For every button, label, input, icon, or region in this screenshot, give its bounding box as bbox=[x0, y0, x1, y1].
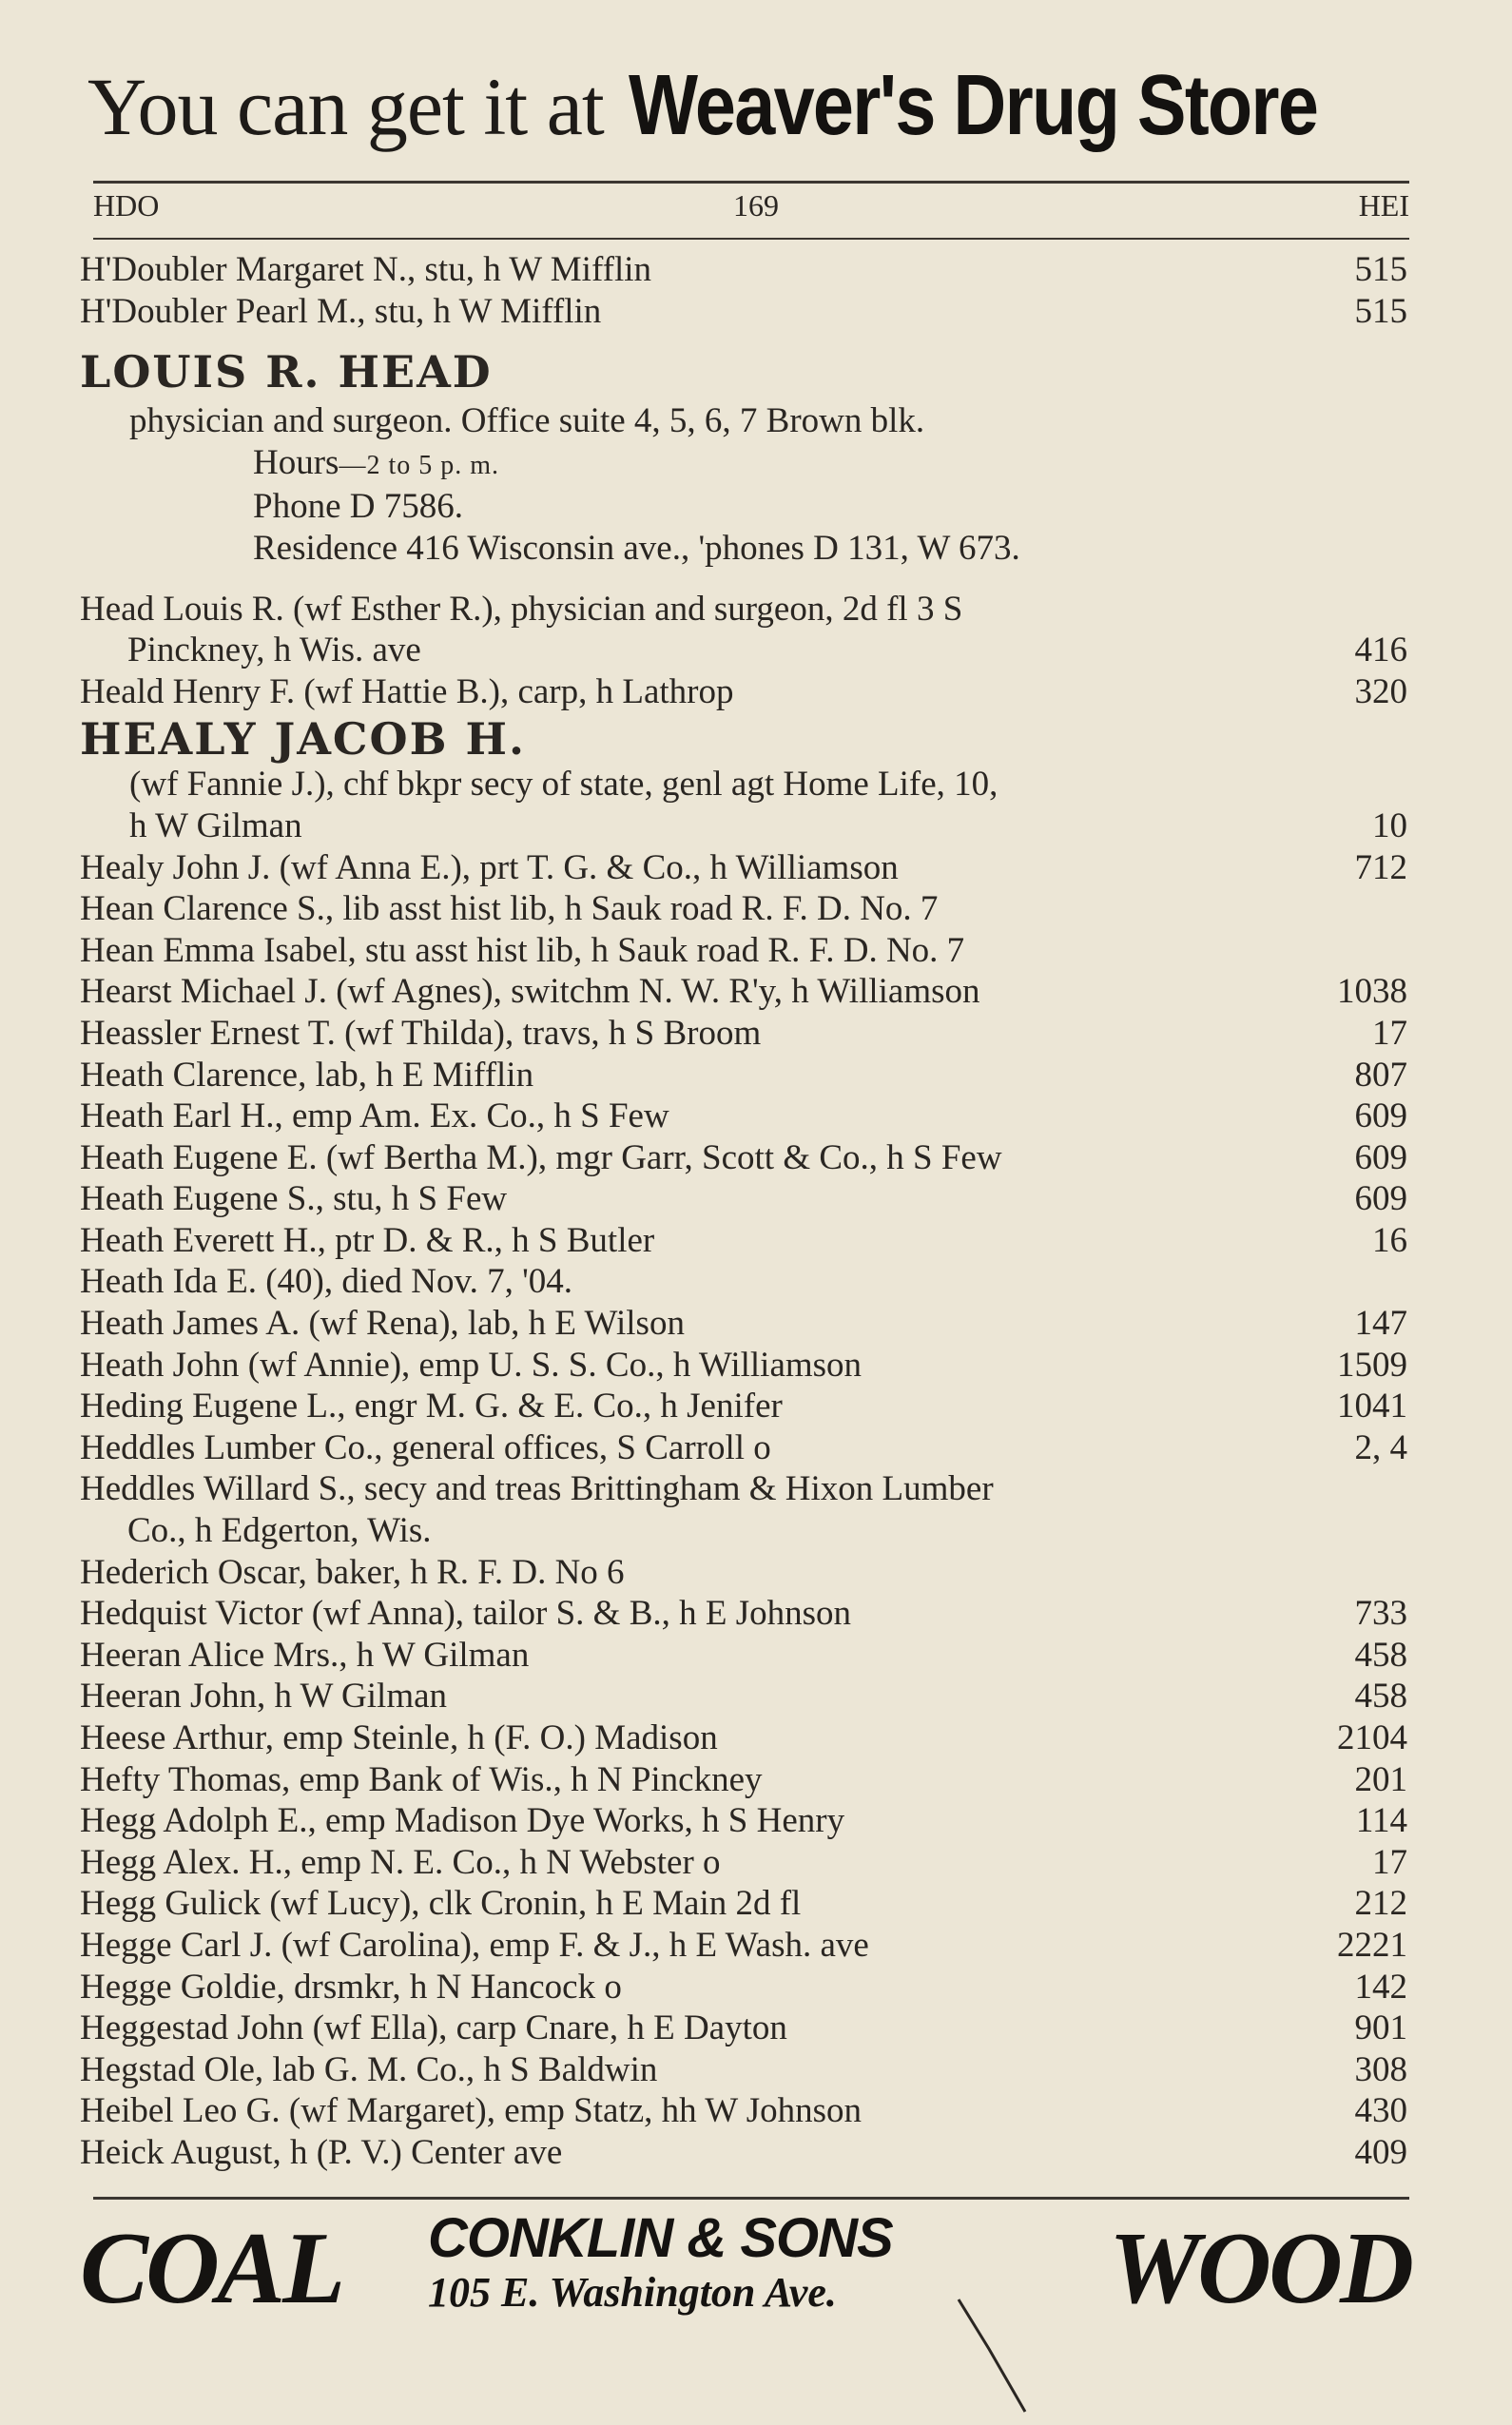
ad-lead-text: You can get it at bbox=[87, 61, 604, 152]
entry-number: 712 bbox=[1354, 847, 1407, 887]
healy-card bbox=[80, 764, 1411, 846]
entry-number: 458 bbox=[1354, 1677, 1407, 1717]
entry-number: 17 bbox=[1372, 1842, 1407, 1882]
list-item bbox=[80, 1552, 1411, 1594]
ad-company-address: 105 E. Washington Ave. bbox=[428, 2269, 837, 2316]
page-number: 169 bbox=[733, 188, 779, 223]
entry-number: 1038 bbox=[1337, 972, 1407, 1012]
entry-number: 320 bbox=[1354, 671, 1407, 711]
entry-number: 2, 4 bbox=[1354, 1427, 1407, 1467]
entry-text: Heath Everett H., ptr D. & R., h S Butler bbox=[80, 1220, 655, 1260]
entry-text: Hegge Carl J. (wf Carolina), emp F. & J., h E Wash. ave bbox=[80, 1925, 869, 1965]
entry-text: Hefty Thomas, emp Bank of Wis., h N Pinckney bbox=[80, 1759, 763, 1799]
list-item bbox=[80, 971, 1411, 1013]
list-item bbox=[80, 1593, 1411, 1635]
list-item bbox=[80, 1676, 1411, 1717]
list-item bbox=[80, 847, 1411, 889]
entry-number: 114 bbox=[1355, 1801, 1407, 1841]
entry-number: 609 bbox=[1354, 1096, 1407, 1136]
entry-number: 609 bbox=[1354, 1179, 1407, 1219]
list-item bbox=[80, 1013, 1411, 1055]
list-item bbox=[80, 1427, 1411, 1469]
list-item bbox=[80, 1717, 1411, 1759]
header-rule-top bbox=[93, 181, 1409, 184]
entry-text: Hean Clarence S., lib asst hist lib, h Sauk road R. F. D. No. 7 bbox=[80, 889, 939, 929]
list-item bbox=[80, 589, 1411, 671]
list-item bbox=[80, 1220, 1411, 1262]
list-item bbox=[80, 2008, 1411, 2049]
entry-text: Hearst Michael J. (wf Agnes), switchm N. W. R'y, h Williamson bbox=[80, 972, 980, 1012]
header-rule-bottom bbox=[93, 238, 1409, 240]
healy-card-name: HEALY JACOB H. bbox=[80, 713, 526, 766]
entry-text: Heath Clarence, lab, h E Mifflin bbox=[80, 1055, 534, 1095]
list-item bbox=[80, 1759, 1411, 1801]
entry-text: Healy John J. (wf Anna E.), prt T. G. & Co., h Williamson bbox=[80, 847, 899, 887]
list-item bbox=[80, 2132, 1411, 2174]
entry-number: 901 bbox=[1354, 2008, 1407, 2048]
entry-text: Heald Henry F. (wf Hattie B.), carp, h Lathrop bbox=[80, 671, 734, 711]
entry-text: Heggestad John (wf Ella), carp Cnare, h E Dayton bbox=[80, 2008, 787, 2048]
list-item bbox=[80, 1345, 1411, 1387]
ad-brand-name: Weaver's Drug Store bbox=[628, 58, 1317, 153]
entry-text: Heese Arthur, emp Steinle, h (F. O.) Madison bbox=[80, 1718, 718, 1757]
entry-text: Heath Eugene E. (wf Bertha M.), mgr Garr, Scott & Co., h S Few bbox=[80, 1137, 1002, 1177]
entry-number: 733 bbox=[1354, 1594, 1407, 1634]
entry-text: Hegg Gulick (wf Lucy), clk Cronin, h E Main 2d fl bbox=[80, 1884, 802, 1924]
entry-number: 430 bbox=[1354, 2091, 1407, 2131]
entry-text: Heding Eugene L., engr M. G. & E. Co., h Jenifer bbox=[80, 1387, 783, 1426]
entry-text: Heath Ida E. (40), died Nov. 7, '04. bbox=[80, 1262, 573, 1302]
entry-number: 308 bbox=[1354, 2049, 1407, 2089]
head-card-residence: Residence 416 Wisconsin ave., 'phones D 131, W 673. bbox=[253, 528, 1020, 568]
entry-text: Head Louis R. (wf Esther R.), physician and surgeon, 2d fl 3 S bbox=[80, 589, 963, 629]
hours-value: —2 to 5 p. m. bbox=[339, 450, 500, 480]
list-item bbox=[80, 291, 1411, 333]
entry-number: 1041 bbox=[1337, 1387, 1407, 1426]
entry-text: Heddles Willard S., secy and treas Brittingham & Hixon Lumber bbox=[80, 1469, 994, 1509]
list-item bbox=[80, 671, 1411, 713]
list-item bbox=[80, 1096, 1411, 1137]
entry-text: Hegg Alex. H., emp N. E. Co., h N Webster o bbox=[80, 1842, 721, 1882]
head-card bbox=[80, 400, 1411, 569]
hours-label: Hours bbox=[253, 442, 339, 482]
entry-text: Hedquist Victor (wf Anna), tailor S. & B., h E Johnson bbox=[80, 1594, 852, 1634]
list-item bbox=[80, 2049, 1411, 2091]
entry-text: Heath John (wf Annie), emp U. S. S. Co., h Williamson bbox=[80, 1345, 863, 1385]
list-item bbox=[80, 1137, 1411, 1179]
entry-text: Heath James A. (wf Rena), lab, h E Wilson bbox=[80, 1304, 685, 1344]
entry-number: 10 bbox=[1372, 805, 1407, 845]
list-item bbox=[80, 249, 1411, 291]
entry-text: (wf Fannie J.), chf bkpr secy of state, genl agt Home Life, 10, bbox=[129, 765, 998, 805]
entry-number: 212 bbox=[1354, 1884, 1407, 1924]
ad-company-name: CONKLIN & SONS bbox=[428, 2207, 893, 2269]
entry-number: 142 bbox=[1354, 1967, 1407, 2007]
list-item bbox=[80, 1842, 1411, 1884]
entry-number: 807 bbox=[1354, 1055, 1407, 1095]
entry-number: 147 bbox=[1354, 1304, 1407, 1344]
entry-number: 458 bbox=[1354, 1635, 1407, 1675]
head-card-name: LOUIS R. HEAD bbox=[80, 346, 493, 398]
ad-coal-text: COAL bbox=[80, 2212, 343, 2325]
bottom-advertisement bbox=[80, 2204, 1411, 2328]
list-item bbox=[80, 1925, 1411, 1967]
entry-text: Heeran John, h W Gilman bbox=[80, 1677, 448, 1717]
guide-word-left: HDO bbox=[93, 188, 160, 223]
entry-text: Hegg Adolph E., emp Madison Dye Works, h S Henry bbox=[80, 1801, 845, 1841]
footer-rule bbox=[93, 2197, 1409, 2200]
list-item bbox=[80, 1635, 1411, 1677]
entry-text: Heath Earl H., emp Am. Ex. Co., h S Few bbox=[80, 1096, 669, 1136]
entry-text: Hean Emma Isabel, stu asst hist lib, h Sauk road R. F. D. No. 7 bbox=[80, 930, 965, 970]
entry-text-continued: Co., h Edgerton, Wis. bbox=[127, 1511, 432, 1551]
head-card-line: physician and surgeon. Office suite 4, 5, 6, 7 Brown blk. bbox=[129, 401, 925, 441]
entry-text: Heibel Leo G. (wf Margaret), emp Statz, hh W Johnson bbox=[80, 2091, 863, 2131]
entry-text: Hederich Oscar, baker, h R. F. D. No 6 bbox=[80, 1552, 625, 1592]
entry-text: H'Doubler Pearl M., stu, h W Mifflin bbox=[80, 291, 602, 331]
list-item bbox=[80, 1178, 1411, 1220]
entry-number: 2221 bbox=[1337, 1925, 1407, 1965]
entry-number: 609 bbox=[1354, 1137, 1407, 1177]
list-item bbox=[80, 1883, 1411, 1925]
top-advertisement bbox=[87, 57, 1409, 171]
list-item bbox=[80, 1967, 1411, 2008]
entry-text: H'Doubler Margaret N., stu, h W Mifflin bbox=[80, 250, 651, 289]
ad-wood-text: WOOD bbox=[1108, 2212, 1411, 2325]
entry-number: 2104 bbox=[1337, 1718, 1407, 1757]
entry-text-continued: Pinckney, h Wis. ave bbox=[127, 630, 421, 670]
list-item bbox=[80, 1261, 1411, 1303]
list-item bbox=[80, 2090, 1411, 2132]
entry-number: 515 bbox=[1354, 291, 1407, 331]
list-item bbox=[80, 1055, 1411, 1096]
head-card-hours bbox=[129, 442, 1411, 487]
list-item bbox=[80, 1468, 1411, 1551]
list-item bbox=[80, 1800, 1411, 1842]
entry-text: Hegstad Ole, lab G. M. Co., h S Baldwin bbox=[80, 2049, 658, 2089]
list-item bbox=[80, 1386, 1411, 1427]
entry-text: Heeran Alice Mrs., h W Gilman bbox=[80, 1635, 530, 1675]
entry-number: 416 bbox=[1354, 630, 1407, 670]
directory-listing bbox=[80, 249, 1411, 2174]
entry-text: Hegge Goldie, drsmkr, h N Hancock o bbox=[80, 1967, 622, 2007]
entry-text: Heassler Ernest T. (wf Thilda), travs, h S Broom bbox=[80, 1013, 762, 1053]
entry-number: 17 bbox=[1372, 1013, 1407, 1053]
entry-number: 515 bbox=[1354, 250, 1407, 289]
entry-number: 409 bbox=[1354, 2132, 1407, 2172]
entry-text: Heddles Lumber Co., general offices, S Carroll o bbox=[80, 1427, 771, 1467]
entry-number: 1509 bbox=[1337, 1345, 1407, 1385]
entry-number: 16 bbox=[1372, 1220, 1407, 1260]
entry-number: 201 bbox=[1354, 1759, 1407, 1799]
pen-mark-icon bbox=[951, 2292, 1037, 2415]
head-card-phone: Phone D 7586. bbox=[253, 487, 463, 527]
list-item bbox=[80, 888, 1411, 930]
entry-text: Heick August, h (P. V.) Center ave bbox=[80, 2132, 563, 2172]
guide-word-right: HEI bbox=[1358, 188, 1409, 223]
list-item bbox=[80, 1303, 1411, 1345]
entry-text-continued: h W Gilman bbox=[129, 805, 302, 845]
entry-text: Heath Eugene S., stu, h S Few bbox=[80, 1179, 508, 1219]
list-item bbox=[80, 930, 1411, 972]
